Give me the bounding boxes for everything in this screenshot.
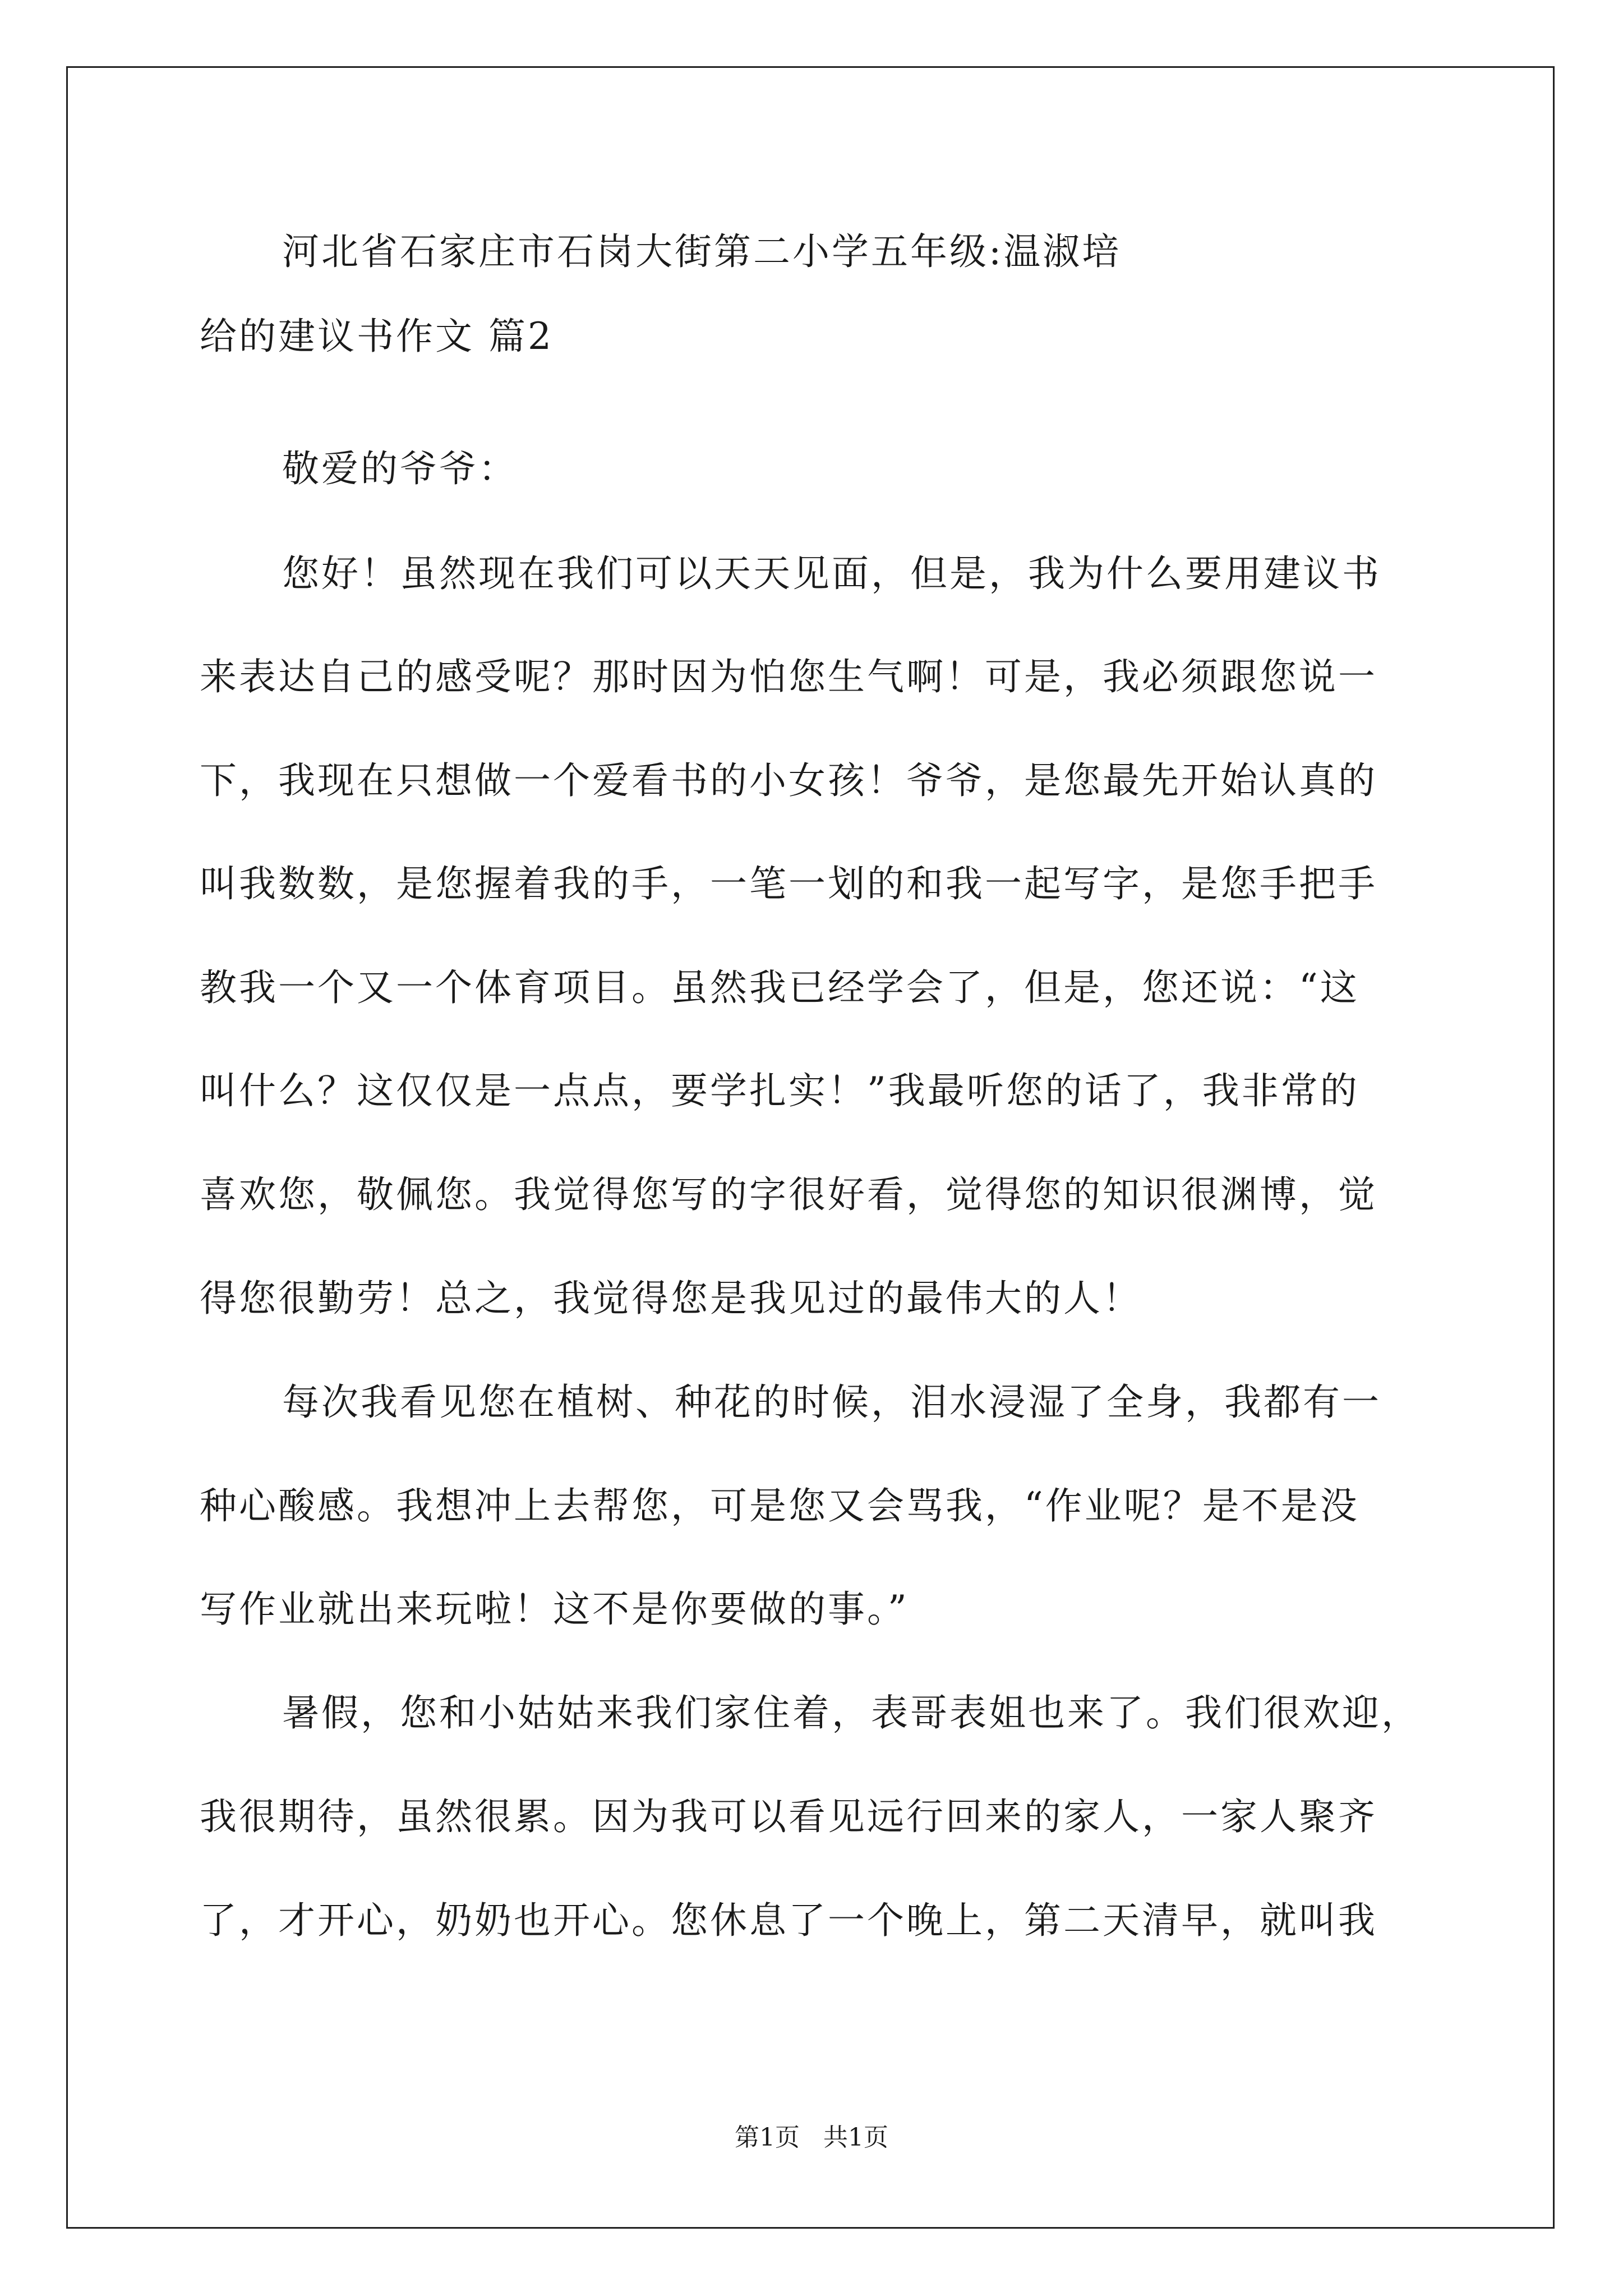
body-line: 教我一个又一个体育项目。虽然我已经学会了，但是，您还说：“这	[200, 966, 1359, 1009]
body-line: 我很期待，虽然很累。因为我可以看见远行回来的家人，一家人聚齐	[200, 1795, 1377, 1838]
body-line: 来表达自己的感受呢？那时因为怕您生气啊！可是，我必须跟您说一	[200, 655, 1377, 698]
page-footer: 第1页 共1页	[735, 2123, 888, 2152]
body-line: 每次我看见您在植树、种花的时候，泪水浸湿了全身，我都有一	[282, 1381, 1381, 1424]
body-line: 叫什么？这仅仅是一点点，要学扎实！”我最听您的话了，我非常的	[200, 1069, 1359, 1112]
body-line: 喜欢您，敬佩您。我觉得您写的字很好看，觉得您的知识很渊博，觉	[200, 1173, 1377, 1216]
title-line-2: 给的建议书作文 篇2	[200, 315, 554, 358]
body-line: 种心酸感。我想冲上去帮您，可是您又会骂我，“作业呢？是不是没	[200, 1484, 1359, 1527]
body-line: 您好！虽然现在我们可以天天见面，但是，我为什么要用建议书	[282, 552, 1381, 595]
body-line: 写作业就出来玩啦！这不是你要做的事。”	[200, 1588, 909, 1631]
greeting: 敬爱的爷爷：	[282, 447, 518, 490]
body-line: 叫我数数，是您握着我的手，一笔一划的和我一起写字，是您手把手	[200, 862, 1377, 905]
title-line-1: 河北省石家庄市石岗大街第二小学五年级:温淑培	[282, 230, 1122, 273]
body-line: 暑假，您和小姑姑来我们家住着，表哥表姐也来了。我们很欢迎，	[282, 1691, 1421, 1734]
body-line: 下，我现在只想做一个爱看书的小女孩！爷爷，是您最先开始认真的	[200, 759, 1377, 802]
body-line: 得您很勤劳！总之，我觉得您是我见过的最伟大的人！	[200, 1277, 1142, 1320]
body-line: 了，才开心，奶奶也开心。您休息了一个晚上，第二天清早，就叫我	[200, 1899, 1377, 1942]
